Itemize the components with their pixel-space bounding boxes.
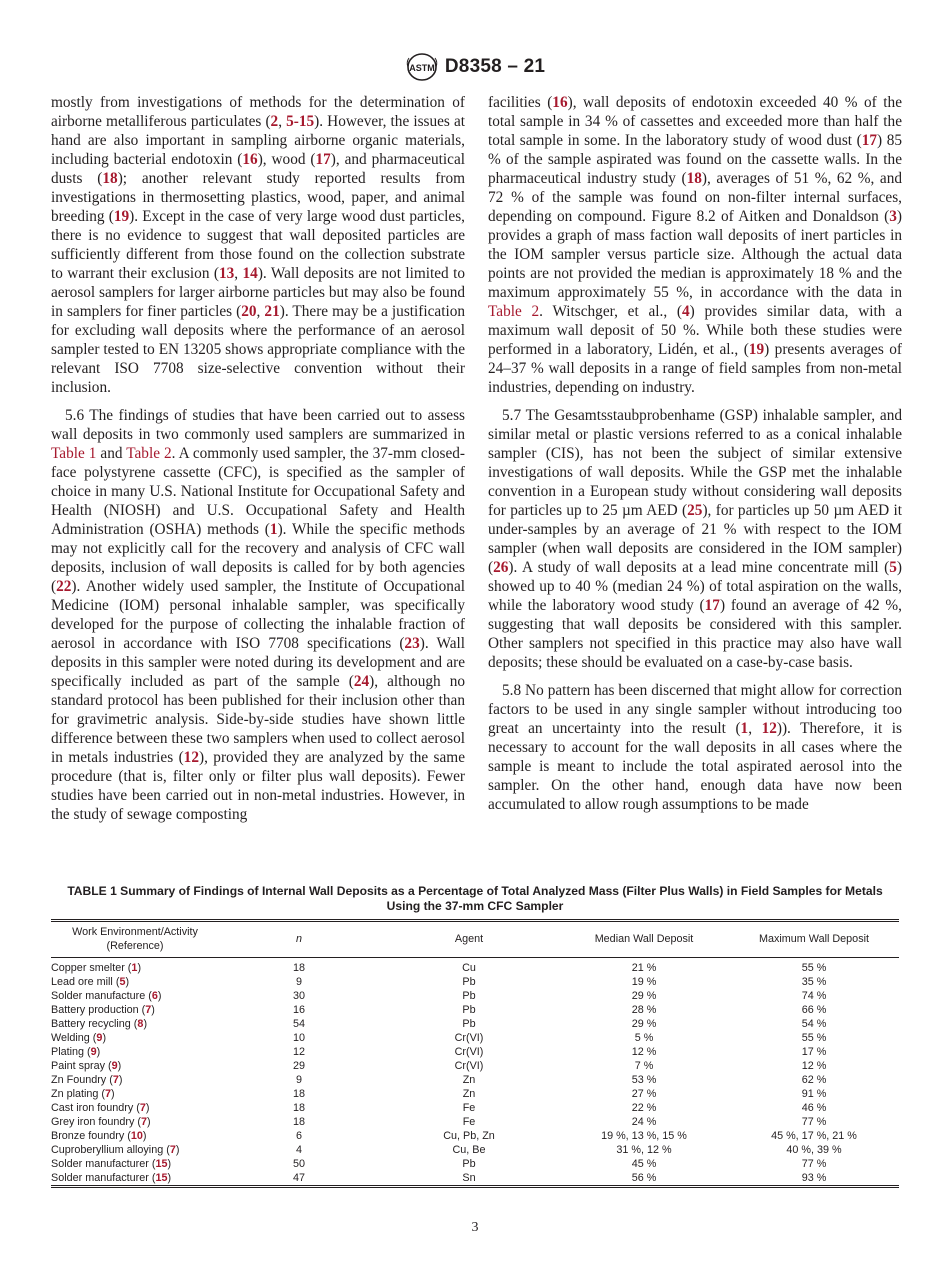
table-row: [51, 1157, 899, 1171]
cell-activity: Welding (9): [51, 1032, 107, 1044]
activity-label: Cast iron foundry: [51, 1102, 134, 1114]
table-link[interactable]: Table 2: [126, 445, 172, 462]
header-agent: Agent: [454, 933, 484, 945]
cell-maximum: 12 %: [801, 1060, 827, 1072]
activity-label: Copper smelter: [51, 962, 125, 974]
cell-maximum: 54 %: [801, 1018, 827, 1030]
table-row: [51, 1171, 899, 1187]
table-row: [51, 1101, 899, 1115]
table-1: [51, 884, 899, 1188]
cell-agent: Zn: [462, 1074, 476, 1086]
cell-maximum: 55 %: [801, 962, 827, 974]
activity-label: Zn Foundry: [51, 1074, 107, 1086]
cell-n: 18: [292, 1116, 305, 1128]
table-row: [51, 975, 899, 989]
cell-median: 21 %: [631, 962, 657, 974]
cell-agent: Cu: [462, 962, 476, 974]
cell-activity: Plating (9): [51, 1046, 101, 1058]
activity-label: Solder manufacturer: [51, 1172, 149, 1184]
reference-link[interactable]: 10: [130, 1130, 143, 1142]
activity-label: Solder manufacture: [51, 990, 146, 1002]
cell-activity: Grey iron foundry (7): [51, 1116, 151, 1128]
reference-link[interactable]: 18: [102, 170, 118, 187]
cell-activity: Solder manufacturer (15): [51, 1158, 172, 1170]
table-row: [51, 1059, 899, 1073]
cell-activity: Zn plating (7): [51, 1088, 115, 1100]
activity-label: Lead ore mill: [51, 976, 113, 988]
cell-activity: Lead ore mill (5): [51, 976, 130, 988]
paragraph-continuation: mostly from investigations of methods for the determination of airborne metalliferous particulates (2, 5-15). However, the issues at hand are also important in sampling airborne organic materials, including bacterial endotoxin (16), wood (17), and pharmaceutical dusts (18); another relevant study reported results from investigations in thermosetting plastics, wood, paper, and animal breeding (19). Except in the case of very large wood dust particles, there is no evidence to suggest that wall deposited particles are sufficiently different from those found on the collection substrate to warrant their exclusion (13, 14). Wall deposits are not limited to aerosol samplers for larger airborne particles but may also be found in samplers for finer particles (20, 21). There may be a justification for excluding wall deposits where the performance of an aerosol sampler tested to EN 13205 shows appropriate compliance with the relevant ISO 7708 size-selective convention without their inclusion.: [51, 94, 466, 396]
activity-label: Zn plating: [51, 1088, 99, 1100]
reference-link[interactable]: 26: [493, 559, 509, 576]
cell-activity: Paint spray (9): [51, 1060, 122, 1072]
reference-link[interactable]: 4: [682, 303, 690, 320]
cell-median: 53 %: [631, 1074, 657, 1086]
reference-link[interactable]: 9: [111, 1060, 118, 1072]
cell-agent: Pb: [462, 976, 476, 988]
header-median: Median Wall Deposit: [594, 933, 694, 945]
cell-n: 50: [292, 1158, 305, 1170]
cell-agent: Pb: [462, 1018, 476, 1030]
reference-link[interactable]: 5: [889, 559, 897, 576]
paragraph-continuation-right: facilities (16), wall deposits of endotoxin exceeded 40 % of the total sample in 34 % of cassettes and exceeded more than half the total sample in some. In the laboratory study of wood dust (17) 85 % of the sample aspirated was found on the cassette walls. In the pharmaceutical industry study (18), averages of 51 %, 62 %, and 72 % of the sample was found on non-filter internal surfaces, depending on compound. Figure 8.2 of Aitken and Donaldson (3) provides a graph of mass faction wall deposits of inert particles in the IOM sampler versus particle size. Although the actual data points are not provided the median is approximately 18 % and the maximum approximately 55 %, in accordance with the data in Table 2. Witschger, et al., (4) provides similar data, with a maximum wall deposit of 50 %. While both these studies were performed in a laboratory, Lidén, et al., (19) presents averages of 24–37 % wall deposits in a range of field samples from non-metal industries, depending on industry.: [488, 94, 903, 396]
reference-link[interactable]: 9: [96, 1032, 103, 1044]
table-row: [51, 989, 899, 1003]
cell-activity: Solder manufacturer (15): [51, 1172, 172, 1184]
reference-link[interactable]: 5-15: [286, 113, 315, 130]
reference-link[interactable]: 17: [861, 132, 878, 149]
cell-activity: Cast iron foundry (7): [51, 1102, 150, 1114]
activity-label: Welding: [51, 1032, 90, 1044]
astm-logo-icon: [405, 52, 439, 82]
cell-median: 31 %, 12 %: [616, 1144, 672, 1156]
cell-activity: Battery recycling (8): [51, 1018, 148, 1030]
reference-link[interactable]: 15: [155, 1172, 168, 1184]
cell-n: 6: [295, 1130, 302, 1142]
table-row: [51, 1143, 899, 1157]
reference-link[interactable]: 7: [105, 1088, 112, 1100]
header-maximum: Maximum Wall Deposit: [759, 933, 869, 945]
reference-link[interactable]: 1: [269, 521, 278, 538]
cell-median: 22 %: [631, 1102, 657, 1114]
reference-link[interactable]: 15: [155, 1158, 168, 1170]
reference-link[interactable]: 25: [687, 502, 703, 519]
reference-link[interactable]: 2: [270, 113, 279, 130]
cell-maximum: 66 %: [801, 1004, 827, 1016]
activity-label: Battery production: [51, 1004, 139, 1016]
cell-agent: Cu, Be: [452, 1144, 486, 1156]
page-number: 3: [471, 1220, 479, 1235]
cell-n: 29: [292, 1060, 305, 1072]
cell-median: 29 %: [631, 990, 657, 1002]
cell-median: 19 %, 13 %, 15 %: [601, 1130, 687, 1142]
header-activity: Work Environment/Activity (Reference): [72, 926, 198, 952]
cell-n: 10: [292, 1032, 305, 1044]
cell-n: 18: [292, 962, 305, 974]
cell-n: 18: [292, 1088, 305, 1100]
reference-link[interactable]: 8: [137, 1018, 144, 1030]
cell-n: 54: [292, 1018, 305, 1030]
reference-link[interactable]: 14: [242, 265, 258, 282]
activity-label: Grey iron foundry: [51, 1116, 135, 1128]
reference-link[interactable]: 7: [141, 1116, 148, 1128]
table-caption: TABLE 1 Summary of Findings of Internal Wall Deposits as a Percentage of Total Analyzed Mass (Filter Plus Walls) in Field Samples for Metals Using the 37-mm CFC Sampler: [67, 884, 883, 913]
reference-link[interactable]: 3: [889, 208, 897, 225]
reference-link[interactable]: 16: [552, 94, 568, 111]
table-row: [51, 1003, 899, 1017]
cell-agent: Fe: [462, 1116, 476, 1128]
cell-activity: Cuproberyllium alloying (7): [51, 1144, 180, 1156]
cell-median: 28 %: [631, 1004, 657, 1016]
table-link[interactable]: Table 1: [51, 445, 97, 462]
cell-activity: Copper smelter (1): [51, 962, 142, 974]
reference-link[interactable]: 6: [151, 990, 158, 1002]
reference-link[interactable]: 20: [241, 303, 257, 320]
cell-activity: Battery production (7): [51, 1004, 155, 1016]
table-row: [51, 958, 899, 976]
reference-link[interactable]: 22: [56, 578, 72, 595]
cell-n: 9: [295, 1074, 302, 1086]
reference-link[interactable]: 5: [119, 976, 126, 988]
cell-agent: Pb: [462, 1158, 476, 1170]
cell-agent: Zn: [462, 1088, 476, 1100]
cell-agent: Sn: [462, 1172, 476, 1184]
cell-maximum: 45 %, 17 %, 21 %: [771, 1130, 857, 1142]
reference-link[interactable]: 1: [131, 962, 138, 974]
cell-maximum: 17 %: [801, 1046, 827, 1058]
cell-n: 16: [292, 1004, 305, 1016]
cell-median: 56 %: [631, 1172, 657, 1184]
table-row: [51, 1045, 899, 1059]
cell-maximum: 62 %: [801, 1074, 827, 1086]
reference-link[interactable]: 9: [90, 1046, 97, 1058]
reference-link[interactable]: 23: [404, 635, 420, 652]
cell-median: 45 %: [631, 1158, 657, 1170]
cell-median: 24 %: [631, 1116, 657, 1128]
table-row: [51, 1115, 899, 1129]
table-header-row: [51, 921, 899, 958]
cell-n: 18: [292, 1102, 305, 1114]
paragraph-5-7: 5.7 The Gesamtsstaubprobenhame (GSP) inhalable sampler, and similar metal or plastic versions referred to as a conical inhalable sampler (CIS), has not been the subject of similar extensive investigations of wall deposits. While the GSP met the inhalable convention in a European study without considering wall deposits for particles up to 25 µm AED (25), for particles up 50 µm AED it under-samples by an average of 21 % with respect to the IOM sampler (when wall deposits are considered in the IOM sampler) (26). A study of wall deposits at a lead mine concentrate mill (5) showed up to 40 % (median 24 %) of total aspiration on the walls, while the laboratory wood study (17) found an average of 42 %, suggesting that wall deposits be considered with this sampler. Other samplers not specified in this practice may also have wall deposits; these should be evaluated on a case-by-case basis.: [488, 407, 902, 671]
right-column: [488, 93, 902, 823]
cell-n: 12: [292, 1046, 305, 1058]
activity-label: Paint spray: [51, 1060, 106, 1072]
table-row: [51, 1129, 899, 1143]
activity-label: Battery recycling: [51, 1018, 131, 1030]
cell-agent: Pb: [462, 990, 476, 1002]
cell-agent: Fe: [462, 1102, 476, 1114]
cell-activity: Bronze foundry (10): [51, 1130, 147, 1142]
cell-median: 5 %: [634, 1032, 654, 1044]
reference-link[interactable]: 18: [686, 170, 702, 187]
reference-link[interactable]: 16: [242, 151, 258, 168]
cell-n: 4: [295, 1144, 302, 1156]
reference-link[interactable]: 7: [112, 1074, 119, 1086]
reference-link[interactable]: 24: [353, 673, 370, 690]
table-row: [51, 1017, 899, 1031]
reference-link[interactable]: 21: [264, 303, 280, 320]
cell-n: 30: [292, 990, 305, 1002]
reference-link[interactable]: 17: [315, 151, 331, 168]
reference-link[interactable]: 7: [145, 1004, 152, 1016]
reference-link[interactable]: 19: [113, 208, 130, 225]
cell-agent: Pb: [462, 1004, 476, 1016]
table-row: [51, 1073, 899, 1087]
cell-n: 47: [292, 1172, 305, 1184]
cell-activity: Solder manufacture (6): [51, 990, 162, 1002]
cell-agent: Cr(VI): [454, 1060, 484, 1072]
cell-median: 19 %: [631, 976, 657, 988]
cell-n: 9: [295, 976, 302, 988]
activity-label: Plating: [51, 1046, 85, 1058]
reference-link[interactable]: 12: [183, 749, 199, 766]
reference-link[interactable]: 1: [740, 720, 749, 737]
header-n: n: [295, 933, 302, 945]
table-row: [51, 1031, 899, 1045]
cell-maximum: 55 %: [801, 1032, 827, 1044]
cell-agent: Cu, Pb, Zn: [443, 1130, 495, 1142]
svg-text:ASTM: ASTM: [409, 63, 435, 73]
cell-maximum: 74 %: [801, 990, 827, 1002]
reference-link[interactable]: 7: [139, 1102, 146, 1114]
left-column: [51, 93, 465, 833]
cell-activity: Zn Foundry (7): [51, 1074, 123, 1086]
wall-deposit-table: [51, 919, 899, 1188]
page-header: [0, 52, 950, 87]
activity-label: Bronze foundry: [51, 1130, 125, 1142]
cell-agent: Cr(VI): [454, 1046, 484, 1058]
cell-agent: Cr(VI): [454, 1032, 484, 1044]
reference-link[interactable]: 17: [704, 597, 720, 614]
cell-median: 7 %: [634, 1060, 654, 1072]
paragraph-5-6: 5.6 The findings of studies that have been carried out to assess wall deposits in two commonly used samplers are summarized in Table 1 and Table 2. A commonly used sampler, the 37-mm closed-face polystyrene cassette (CFC), is specified as the sampler of choice in many U.S. National Institute for Occupational Safety and Health (NIOSH) and U.S. Occupational Safety and Health Administration (OSHA) methods (1). While the specific methods may not explicitly call for the recovery and analysis of CFC wall deposits, inclusion of wall deposits is called for by both agencies (22). Another widely used sampler, the Institute of Occupational Medicine (IOM) personal inhalable sampler, was specifically developed for the purpose of collecting the inhalable fraction of aerosol in accordance with ISO 7708 specifications (23). Wall deposits in this sampler were noted during its development and are specifically included as part of the sample (24), although no standard protocol has been published for their inclusion other than for gravimetric analysis. Side-by-side studies have shown little difference between these two samplers when used to collect aerosol in metals industries (12), provided they are analyzed by the same procedure (that is, filter only or filter plus wall deposits). Fewer studies have been carried out in non-metal industries. However, in the study of sewage composting: [51, 407, 466, 823]
reference-link[interactable]: 7: [169, 1144, 176, 1156]
cell-maximum: 46 %: [801, 1102, 827, 1114]
activity-label: Cuproberyllium alloying: [51, 1144, 164, 1156]
reference-link[interactable]: 12: [761, 720, 777, 737]
cell-median: 27 %: [631, 1088, 657, 1100]
document-id: D8358 – 21: [444, 56, 546, 77]
cell-maximum: 77 %: [801, 1116, 827, 1128]
reference-link[interactable]: 19: [748, 341, 765, 358]
activity-label: Solder manufacturer: [51, 1158, 149, 1170]
paragraph-5-8: 5.8 No pattern has been discerned that might allow for correction factors to be used in any single sampler without introducing too great an uncertainty into the result (1, 12)). Therefore, it is necessary to account for the wall deposits in all cases where the sample is meant to include the total aspirated aerosol into the sampler. On the other hand, enough data have now been accumulated to allow rough assumptions to be made: [488, 682, 902, 813]
table-body: [51, 958, 899, 1187]
cell-maximum: 91 %: [801, 1088, 827, 1100]
cell-maximum: 93 %: [801, 1172, 827, 1184]
table-row: [51, 1087, 899, 1101]
cell-maximum: 35 %: [801, 976, 827, 988]
table-link[interactable]: Table 2: [488, 303, 540, 320]
reference-link[interactable]: 13: [218, 265, 235, 282]
cell-median: 12 %: [631, 1046, 657, 1058]
cell-maximum: 40 %, 39 %: [786, 1144, 842, 1156]
cell-maximum: 77 %: [801, 1158, 827, 1170]
cell-median: 29 %: [631, 1018, 657, 1030]
